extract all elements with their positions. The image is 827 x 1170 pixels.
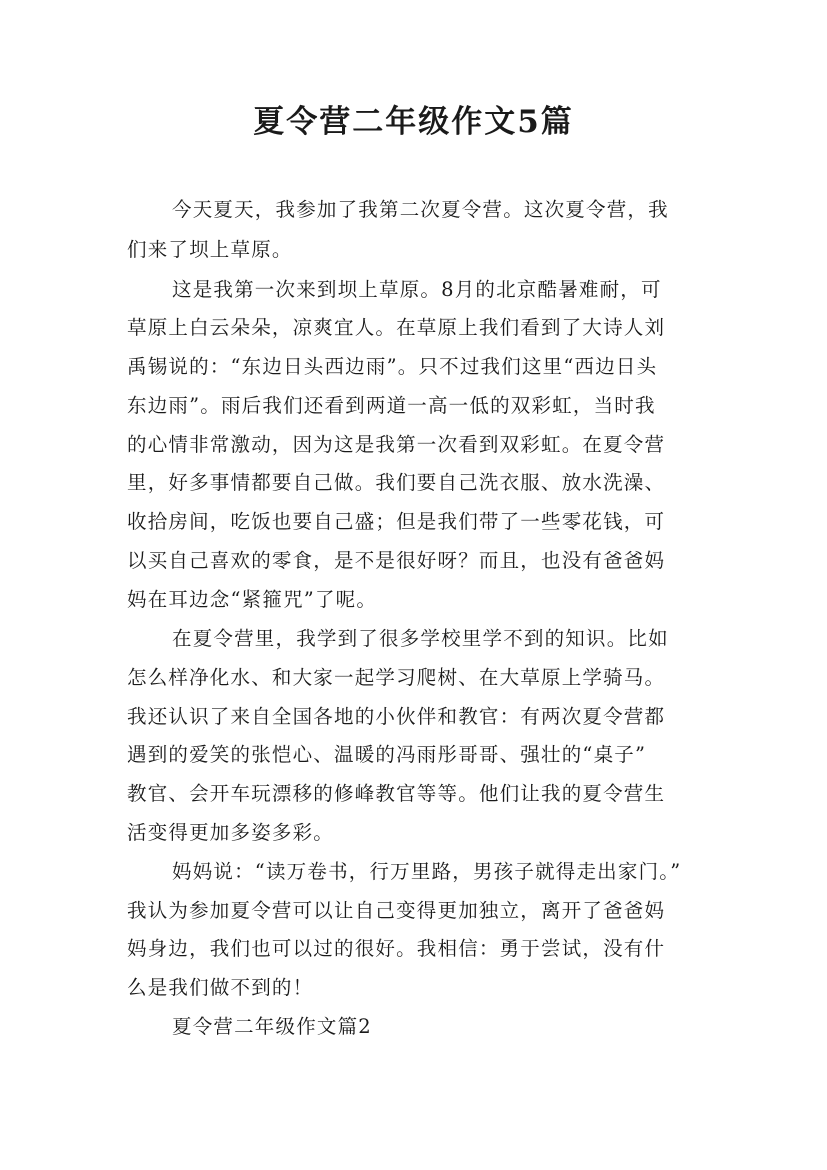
paragraph-3-line-6: 活变得更加多姿多彩。	[127, 821, 335, 844]
paragraph-2-line-6: 里，好多事情都要自己做。我们要自己洗衣服、放水洗澡、	[127, 471, 666, 494]
paragraph-4-line-1: 妈妈说：“读万卷书，行万里路，男孩子就得走出家门。”	[172, 860, 682, 883]
paragraph-4-line-4: 么是我们做不到的！	[127, 976, 314, 999]
document-title: 夏令营二年级作文5篇	[253, 104, 574, 140]
paragraph-2-line-4: 东边雨”。雨后我们还看到两道一高一低的双彩虹，当时我	[127, 394, 656, 417]
paragraph-2-line-7: 收拾房间，吃饭也要自己盛；但是我们带了一些零花钱，可	[127, 510, 666, 533]
paragraph-3-line-2: 怎么样净化水、和大家一起学习爬树、在大草原上学骑马。	[127, 666, 666, 689]
paragraph-4-line-2: 我认为参加夏令营可以让自己变得更加独立，离开了爸爸妈	[127, 899, 666, 922]
paragraph-3-line-1: 在夏令营里，我学到了很多学校里学不到的知识。比如	[172, 627, 669, 650]
paragraph-2-line-5: 的心情非常激动，因为这是我第一次看到双彩虹。在夏令营	[127, 433, 666, 456]
paragraph-1-line-1: 今天夏天，我参加了我第二次夏令营。这次夏令营，我	[172, 198, 669, 221]
paragraph-3-line-3: 我还认识了来自全国各地的小伙伴和教官：有两次夏令营都	[127, 705, 666, 728]
paragraph-2-line-9: 妈在耳边念“紧箍咒”了呢。	[127, 588, 378, 611]
paragraph-3-line-4: 遇到的爱笑的张恺心、温暖的冯雨彤哥哥、强壮的“桌子”	[127, 743, 647, 766]
section-heading-2: 夏令营二年级作文篇2	[172, 1015, 372, 1038]
paragraph-2-line-8: 以买自己喜欢的零食，是不是很好呀？而且，也没有爸爸妈	[127, 549, 666, 572]
paragraph-2-line-3: 禹锡说的：“东边日头西边雨”。只不过我们这里“西边日头	[127, 355, 658, 378]
paragraph-4-line-3: 妈身边，我们也可以过的很好。我相信：勇于尝试，没有什	[127, 937, 666, 960]
paragraph-2-line-1: 这是我第一次来到坝上草原。8月的北京酷暑难耐，可	[172, 278, 662, 301]
paragraph-3-line-5: 教官、会开车玩漂移的修峰教官等等。他们让我的夏令营生	[127, 782, 666, 805]
paragraph-1-line-2: 们来了坝上草原。	[127, 238, 293, 261]
paragraph-2-line-2: 草原上白云朵朵，凉爽宜人。在草原上我们看到了大诗人刘	[127, 316, 666, 339]
